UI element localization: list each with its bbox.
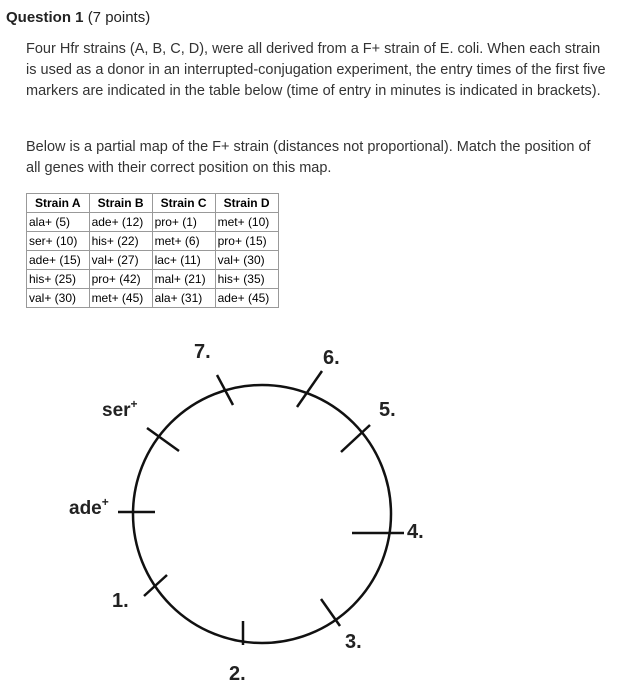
header-strain-d: Strain D xyxy=(215,194,278,213)
table-cell: his+ (22) xyxy=(89,232,152,251)
table-row xyxy=(27,213,279,232)
table-cell: ala+ (5) xyxy=(27,213,90,232)
position-6-label: 6. xyxy=(323,347,340,369)
chromosome-map xyxy=(0,330,622,700)
table-cell: val+ (30) xyxy=(215,251,278,270)
entry-times-table xyxy=(26,193,279,308)
question-paragraph-2: Below is a partial map of the F+ strain (distances not proportional). Match the position of all genes with their correct position on this map. xyxy=(26,139,591,176)
table-cell: ade+ (45) xyxy=(215,289,278,308)
tick-1 xyxy=(144,575,167,596)
table-row xyxy=(27,232,279,251)
position-1-label: 1. xyxy=(112,590,129,612)
table-cell: ade+ (12) xyxy=(89,213,152,232)
table-header-row xyxy=(27,194,279,213)
position-3-label: 3. xyxy=(345,631,362,653)
table-cell: val+ (30) xyxy=(27,289,90,308)
position-7-label: 7. xyxy=(194,341,211,363)
table-cell: mal+ (21) xyxy=(152,270,215,289)
ade-gene-superscript: + xyxy=(101,495,109,509)
table-cell: ser+ (10) xyxy=(27,232,90,251)
position-5-label: 5. xyxy=(379,399,396,421)
question-title xyxy=(6,9,150,26)
table-cell: met+ (6) xyxy=(152,232,215,251)
table-cell: met+ (10) xyxy=(215,213,278,232)
table-cell: ade+ (15) xyxy=(27,251,90,270)
table-cell: lac+ (11) xyxy=(152,251,215,270)
position-4-label: 4. xyxy=(407,521,424,543)
table-cell: his+ (25) xyxy=(27,270,90,289)
position-2-label: 2. xyxy=(229,663,246,685)
table-cell: his+ (35) xyxy=(215,270,278,289)
table-cell: met+ (45) xyxy=(89,289,152,308)
ser-gene-superscript: + xyxy=(130,397,138,411)
table-cell: pro+ (15) xyxy=(215,232,278,251)
chromosome-circle xyxy=(130,385,391,643)
ser-gene-label xyxy=(102,397,138,421)
table-row xyxy=(27,270,279,289)
table-cell: pro+ (42) xyxy=(89,270,152,289)
question-paragraph-1: Four Hfr strains (A, B, C, D), were all derived from a F+ strain of E. coli. When each strain is used as a donor in an interrupted-conjugation experiment, the entry times of the first five markers are indicated in the table below (time of entry in minutes is indicated in brackets). xyxy=(26,41,606,99)
table-cell: ala+ (31) xyxy=(152,289,215,308)
table-cell: pro+ (1) xyxy=(152,213,215,232)
ade-gene-label xyxy=(69,495,109,519)
table-cell: val+ (27) xyxy=(89,251,152,270)
table-row xyxy=(27,251,279,270)
question-number: Question 1 xyxy=(6,9,84,26)
header-strain-a: Strain A xyxy=(27,194,90,213)
header-strain-b: Strain B xyxy=(89,194,152,213)
table-row xyxy=(27,289,279,308)
ade-gene-name: ade xyxy=(69,498,102,519)
question-points: (7 points) xyxy=(87,9,151,26)
tick-6 xyxy=(297,371,322,407)
header-strain-c: Strain C xyxy=(152,194,215,213)
ser-gene-name: ser xyxy=(102,400,131,421)
